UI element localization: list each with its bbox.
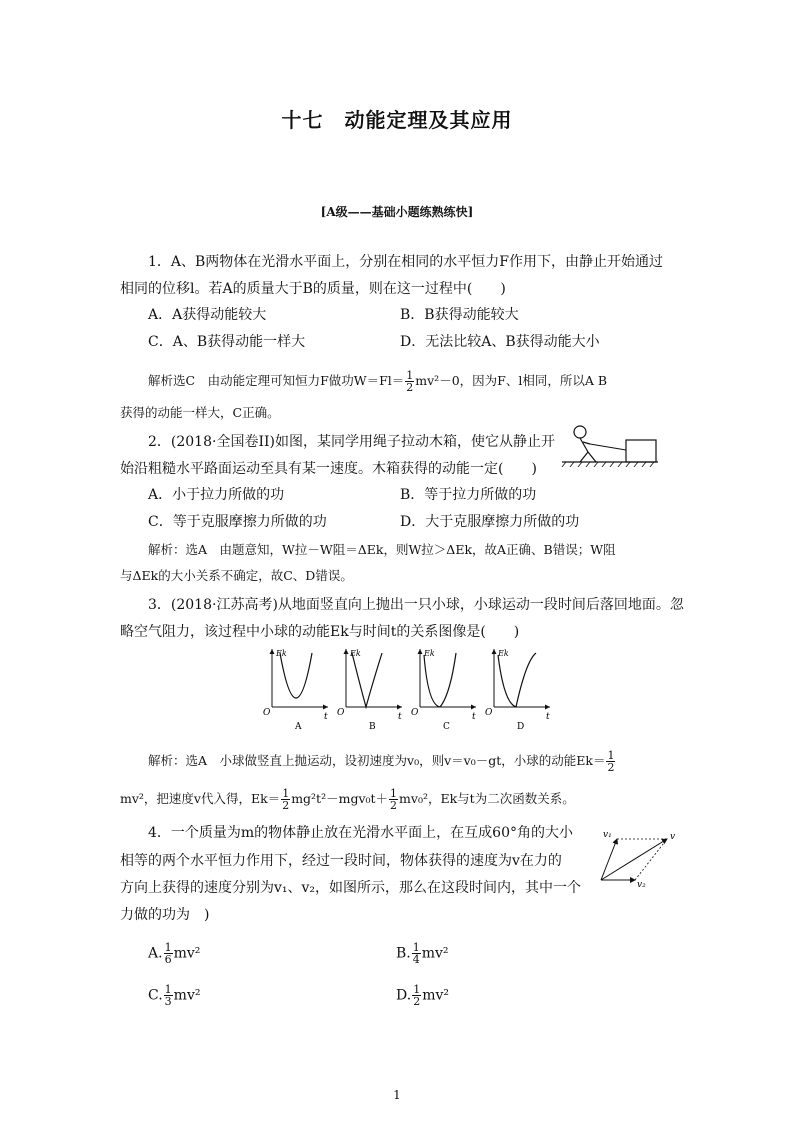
q1-solution-text-b: mv²－0，因为F、l相同，所以A B (415, 373, 608, 388)
fraction: $\frac{1}{6}$ (164, 941, 172, 966)
page-title: 十七 动能定理及其应用 (281, 108, 513, 132)
q4-stem-line3: 方向上获得的速度分别为v₁、v₂，如图所示，那么在这段时间内，其中一个 (120, 880, 582, 896)
ground-hatching (562, 462, 654, 467)
q1-solution-line1 (148, 370, 607, 393)
q1-stem-line1: 1．A、B两物体在光滑水平面上，分别在相同的水平恒力F作用下，由静止开始通过 (148, 254, 664, 270)
person-leg-front (588, 452, 596, 462)
y-axis-arrow-icon (492, 649, 497, 654)
x-axis-label: t (398, 712, 402, 722)
person-arm (583, 442, 590, 444)
x-axis-arrow-icon (545, 705, 550, 710)
q2-option-c: C．等于克服摩擦力所做的功 (148, 514, 327, 530)
x-axis-label: t (546, 712, 550, 722)
q1-option-b: B．B获得动能较大 (400, 307, 519, 323)
q2-option-b: B．等于拉力所做的功 (400, 487, 537, 503)
graph-a (263, 649, 328, 732)
graph-option-label: D (517, 722, 525, 732)
vector-v1-arrow (601, 839, 617, 880)
q2-option-a: A．小于拉力所做的功 (148, 487, 285, 503)
y-axis-arrow-icon (344, 649, 349, 654)
x-axis-arrow-icon (471, 705, 476, 710)
y-axis-label: Ek (276, 649, 287, 658)
q4-stem-line1: 4．一个质量为m的物体静止放在光滑水平面上，在互成60°角的大小 (148, 825, 573, 841)
x-axis-arrow-icon (323, 705, 328, 710)
ek-curve (498, 653, 536, 707)
ek-curve (424, 653, 456, 707)
ek-curve (352, 653, 382, 707)
q3-solution-line1 (148, 750, 616, 773)
origin-label: O (263, 708, 271, 718)
y-axis-label: Ek (498, 649, 509, 658)
q4-option-c: C. $\frac{1}{3}$ mv² (148, 983, 201, 1008)
q1-option-c: C．A、B获得动能一样大 (148, 334, 306, 350)
graph-option-label: B (369, 722, 376, 732)
q3-stem-line1: 3．(2018·江苏高考)从地面竖直向上抛出一只小球，小球运动一段时间后落回地面。忽 (148, 597, 684, 613)
q2-option-d: D．大于克服摩擦力所做的功 (400, 514, 580, 530)
q1-stem-line2: 相同的位移l。若A的质量大于B的质量，则在这一过程中( ) (120, 281, 506, 297)
section-heading: [A级——基础小题练熟练快] (320, 205, 474, 219)
q3-stem-line2: 略空气阻力，该过程中小球的动能Ek与时间t的关系图像是( ) (120, 624, 520, 640)
q4-option-b: B. $\frac{1}{4}$ mv² (396, 941, 449, 966)
q3-solution-text-d: mv₀²，Ek与t为二次函数关系。 (399, 791, 575, 806)
x-axis-arrow-icon (397, 705, 402, 710)
graph-option-label: C (443, 722, 450, 732)
label-v2: v₂ (637, 880, 646, 890)
person-leg-back (580, 452, 588, 462)
q2-stem-line1: 2．(2018·全国卷II)如图，某同学用绳子拉动木箱，使它从静止开 (148, 434, 555, 450)
graph-option-label: A (295, 722, 302, 732)
origin-label: O (485, 708, 493, 718)
q3-solution-text-b: mv²，把速度v代入得，Ek＝ (120, 791, 281, 806)
page-number: 1 (393, 1088, 401, 1102)
x-axis-label: t (472, 712, 476, 722)
graph-c (411, 649, 476, 732)
fraction: $\frac{1}{2}$ (607, 749, 615, 774)
q3-solution-line2 (120, 788, 575, 811)
q2-figure-person-pulling-box (560, 420, 660, 470)
fraction: $\frac{1}{2}$ (413, 983, 421, 1008)
x-axis-label: t (324, 712, 328, 722)
q1-solution-line2: 获得的动能一样大，C正确。 (120, 405, 280, 420)
q4-stem-line4: 力做的功为 ) (120, 907, 210, 923)
person-head-icon (574, 426, 586, 438)
q2-solution-line2: 与ΔEk的大小关系不确定，故C、D错误。 (120, 568, 353, 583)
label-v: v (670, 832, 676, 842)
q3-ek-time-graphs (262, 645, 562, 735)
q2-stem-line2: 始沿粗糙水平路面运动至具有某一速度。木箱获得的动能一定( ) (120, 461, 537, 477)
fraction: $\frac{1}{2}$ (406, 369, 414, 394)
y-axis-label: Ek (350, 649, 361, 658)
graph-b (337, 649, 402, 732)
y-axis-arrow-icon (418, 649, 423, 654)
y-axis-arrow-icon (270, 649, 275, 654)
label-v1: v₁ (603, 830, 612, 840)
ek-curve (280, 653, 312, 698)
fraction: $\frac{1}{3}$ (164, 983, 172, 1008)
q2-solution-line1: 解析：选A 由题意知，W拉－W阻＝ΔEk，则W拉＞ΔEk，故A正确、B错误；W阻 (148, 542, 616, 557)
origin-label: O (411, 708, 419, 718)
q3-solution-text-c: mg²t²－mgv₀t＋ (291, 791, 389, 806)
q3-solution-text-a: 解析：选A 小球做竖直上抛运动，设初速度为v₀，则v＝v₀－gt，小球的动能Ek＝ (148, 753, 606, 768)
q4-vector-parallelogram (595, 825, 680, 890)
q1-option-a: A．A获得动能较大 (148, 307, 267, 323)
y-axis-label: Ek (424, 649, 435, 658)
graph-d (485, 649, 550, 732)
fraction: $\frac{1}{2}$ (390, 787, 398, 812)
fraction: $\frac{1}{4}$ (412, 941, 420, 966)
rope (590, 444, 626, 450)
fraction: $\frac{1}{2}$ (282, 787, 290, 812)
vector-v-arrow (601, 839, 667, 880)
parallelogram-right (635, 839, 667, 880)
q1-solution-text-a: 解析选C 由动能定理可知恒力F做功W＝Fl＝ (148, 373, 405, 388)
q4-stem-line2: 相等的两个水平恒力作用下，经过一段时间，物体获得的速度为v在力的 (120, 853, 562, 869)
wooden-box (626, 440, 656, 462)
q4-option-d: D. $\frac{1}{2}$ mv² (396, 983, 449, 1008)
q1-option-d: D．无法比较A、B获得动能大小 (400, 334, 600, 350)
q4-option-a: A. $\frac{1}{6}$ mv² (148, 941, 201, 966)
origin-label: O (337, 708, 345, 718)
person-body (580, 438, 588, 452)
